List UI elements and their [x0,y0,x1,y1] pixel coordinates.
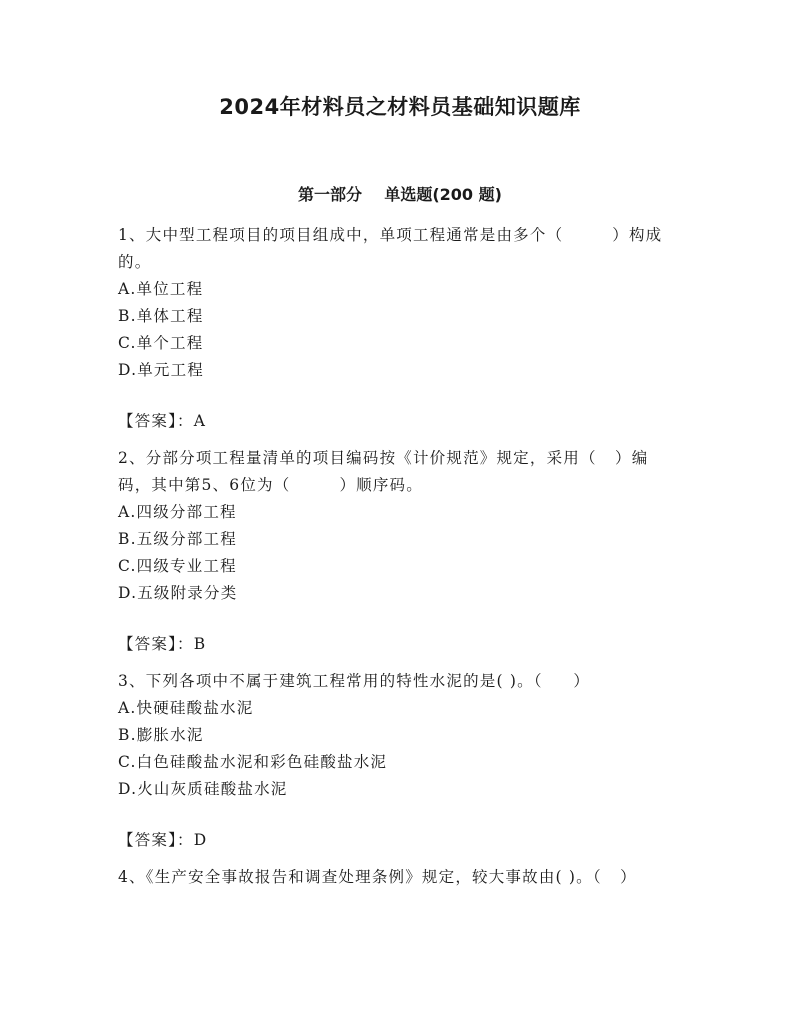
answer-value: A [193,412,207,430]
answer-prefix: 【答案】： [118,635,194,653]
option-d: D.火山灰质硅酸盐水泥 [118,780,288,798]
answer-value: B [193,635,207,653]
option-c: C.白色硅酸盐水泥和彩色硅酸盐水泥 [118,753,388,771]
answer-value: D [193,831,208,849]
question-stem: 4、《生产安全事故报告和调查处理条例》规定，较大事故由( )。（ ） [118,868,637,886]
option-d: D.五级附录分类 [118,584,238,602]
option-a: A.单位工程 [118,280,204,298]
question-stem: 2、分部分项工程量清单的项目编码按《计价规范》规定，采用（ ）编码，其中第5、6位为（ ）顺序码。 [118,449,649,494]
option-a: A.四级分部工程 [118,503,237,521]
section-title: 第一部分 单选题(200 题) [298,185,502,204]
page-title: 2024年材料员之材料员基础知识题库 [219,95,581,119]
option-c: C.四级专业工程 [118,557,237,575]
answer-line [118,408,678,435]
question-stem: 1、大中型工程项目的项目组成中，单项工程通常是由多个（ ）构成的。 [118,226,663,271]
question-list [118,222,678,891]
option-a: A.快硬硅酸盐水泥 [118,699,254,717]
answer-prefix: 【答案】： [118,831,194,849]
answer-line [118,827,678,854]
option-c: C.单个工程 [118,334,204,352]
question-4 [118,864,678,891]
option-d: D.单元工程 [118,361,205,379]
answer-line [118,631,678,658]
option-b: B.单体工程 [118,307,204,325]
option-b: B.五级分部工程 [118,530,237,548]
question-1 [118,222,678,435]
question-2 [118,445,678,658]
question-3 [118,668,678,854]
option-b: B.膨胀水泥 [118,726,204,744]
question-stem: 3、下列各项中不属于建筑工程常用的特性水泥的是( )。（ ） [118,672,591,690]
answer-prefix: 【答案】： [118,412,194,430]
